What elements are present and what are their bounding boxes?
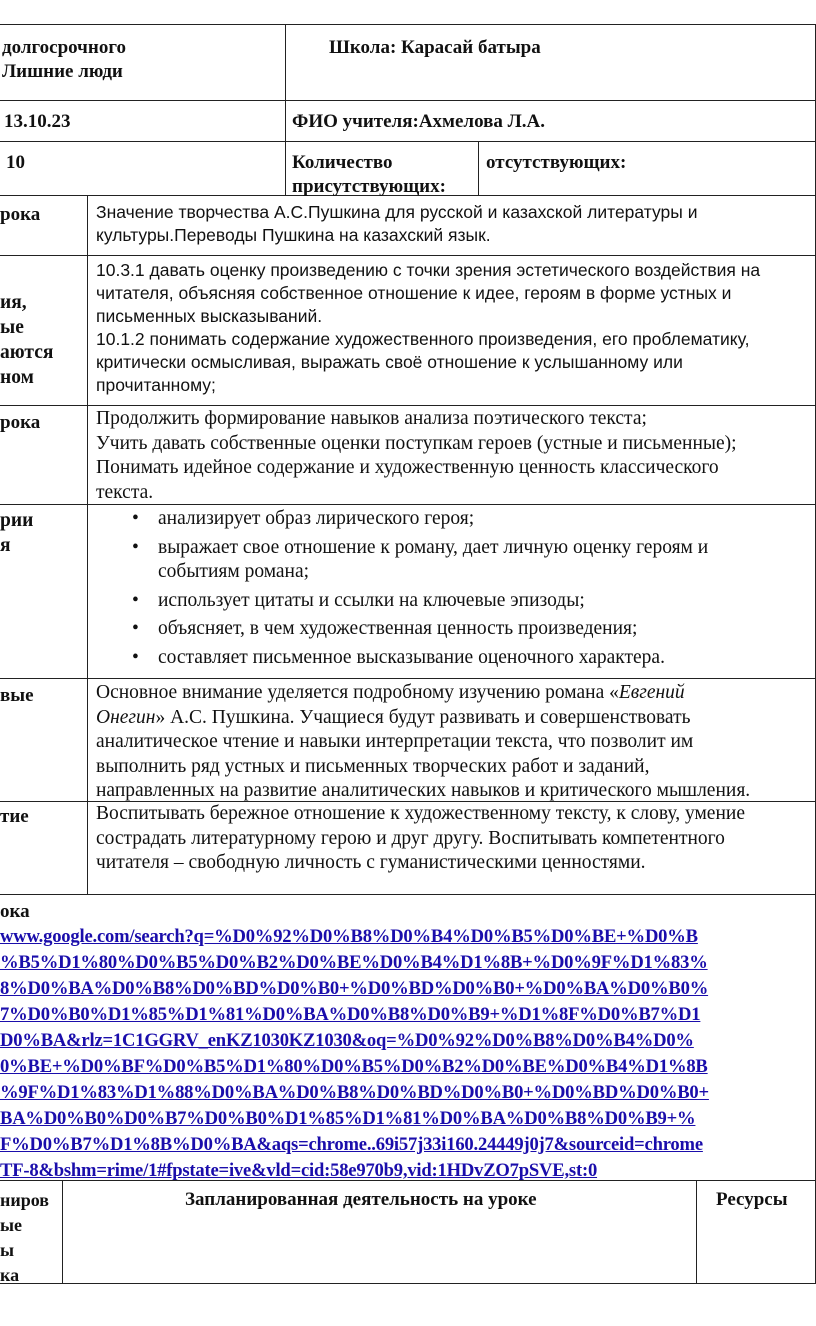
goal-line: Продолжить формирование навыков анализа поэтического текста; — [96, 408, 647, 429]
novel-title: Онегин — [96, 706, 156, 728]
planned-activity-header: Запланированная деятельность на уроке — [185, 1189, 537, 1210]
objectives-label-line: аются — [0, 342, 54, 363]
link-line[interactable]: 0%BE+%D0%BF%D0%B5%D1%80%D0%B5%D0%B2%D0%BE%D0%B4%D1%8B — [0, 1056, 708, 1077]
present-label-line: Количество — [292, 152, 393, 173]
table-border — [478, 141, 479, 195]
table-border — [0, 255, 816, 256]
values-line: направленных на развитие аналитических навыков и критического мышления. — [96, 780, 751, 801]
table-border — [62, 1180, 63, 1283]
teacher-name: ФИО учителя:Ахмелова Л.А. — [292, 111, 545, 132]
upbringing-label: тие — [0, 806, 29, 827]
lesson-date: 13.10.23 — [4, 111, 71, 132]
topic-line: Значение творчества А.С.Пушкина для русской и казахской литературы и — [96, 202, 698, 222]
present-count-label — [292, 151, 446, 199]
topic-line: культуры.Переводы Пушкина на казахский язык. — [96, 225, 491, 245]
unit-label-line: долгосрочного — [2, 37, 127, 58]
goal-line: Понимать идейное содержание и художественную ценность классического — [96, 457, 719, 478]
table-border — [0, 678, 816, 679]
criteria-item — [96, 536, 811, 585]
values-text-segment: Основное внимание уделяется подробному изучению романа « — [96, 682, 619, 703]
link-line[interactable]: TF-8&bshm=rime/1#fpstate=ive&vld=cid:58e970b9,vid:1HDvZO7pSVE,st:0 — [0, 1160, 598, 1181]
criteria-item-line: составляет письменное высказывание оценочного характера. — [158, 646, 665, 668]
plan-stage-header — [0, 1188, 49, 1288]
values-label: вые — [0, 685, 34, 706]
criteria-item — [96, 589, 811, 614]
bullet-icon: • — [132, 589, 139, 611]
assessment-criteria — [96, 507, 811, 670]
criteria-item-line: анализирует образ лирического героя; — [158, 508, 475, 529]
resources-header: Ресурсы — [716, 1189, 788, 1210]
criteria-label-line: я — [0, 534, 11, 556]
link-line[interactable]: D0%BA&rlz=1C1GGRV_enKZ1030KZ1030&oq=%D0%92%D0%B8%D0%B4%D0% — [0, 1030, 694, 1051]
topic-label: рока — [0, 204, 41, 225]
link-line[interactable]: BA%D0%B0%D0%B7%D0%B0%D1%85%D1%81%D0%BA%D0%B8%D0%B9+% — [0, 1108, 696, 1129]
goal-line: текста. — [96, 481, 154, 503]
table-border — [87, 195, 88, 894]
unit-label-line: Лишние люди — [2, 61, 123, 82]
objective-line: прочитанному; — [96, 375, 216, 395]
upbringing-line: сострадать литературному герою и друг другу. Воспитывать компетентного — [96, 827, 725, 849]
table-border — [0, 141, 816, 142]
criteria-label-line: рии — [0, 510, 34, 531]
table-border — [0, 894, 816, 895]
bullet-icon: • — [132, 508, 139, 529]
objectives-label — [0, 290, 53, 390]
learning-objectives — [96, 259, 760, 397]
resource-link[interactable] — [0, 924, 709, 1184]
table-border — [0, 24, 816, 25]
link-line[interactable]: %9F%D1%83%D1%88%D0%BA%D0%B8%D0%BD%D0%B0+%D0%BD%D0%B0+ — [0, 1082, 709, 1103]
link-line[interactable]: 7%D0%B0%D1%85%D1%81%D0%BA%D0%B8%D0%B9+%D1%8F%D0%B7%D1 — [0, 1004, 701, 1025]
link-line[interactable]: F%D0%B7%D1%8B%D0%BA&aqs=chrome..69i57j33i160.24449j0j7&sourceid=chrome — [0, 1134, 703, 1155]
plan-stage-header-line: ые — [0, 1215, 23, 1235]
bullet-icon: • — [132, 536, 139, 558]
criteria-item-line: событиям романа; — [158, 561, 310, 582]
table-border — [0, 405, 816, 406]
objectives-label-line: ном — [0, 367, 34, 388]
upbringing-text — [96, 802, 807, 876]
criteria-item — [96, 507, 811, 532]
upbringing-line: Воспитывать бережное отношение к художественному тексту, к слову, умение — [96, 803, 745, 824]
objective-line: читателя, объясняя собственное отношение к идее, героям в форме устных и — [96, 283, 732, 303]
lesson-goals — [96, 407, 737, 505]
link-line[interactable]: %B5%D1%80%D0%B5%D0%B2%D0%BE%D0%B4%D1%8B+%D0%9F%D1%83% — [0, 952, 708, 973]
values-text-segment: » А.С. Пушкина. Учащиеся будут развивать и совершенствовать — [155, 706, 691, 728]
link-line[interactable]: 8%D0%BA%D0%B8%D0%BD%D0%B0+%D0%BD%D0%B0+%D0%BA%D0%B0% — [0, 978, 709, 999]
objectives-label-line: ия, — [0, 292, 27, 313]
criteria-item-line: объясняет, в чем художественная ценность произведения; — [158, 618, 638, 639]
present-label-line: присутствующих: — [292, 176, 446, 197]
table-border — [0, 1283, 816, 1284]
upbringing-line: читателя – свободную личность с гуманистическими ценностями. — [96, 852, 646, 873]
objectives-label-line: ые — [0, 317, 24, 338]
novel-title: Евгений — [618, 682, 685, 703]
table-border — [696, 1180, 697, 1283]
plan-stage-header-line: ниров — [0, 1190, 50, 1210]
objective-line: критически осмысливая, выражать своё отношение к услышанному или — [96, 352, 683, 372]
table-border — [285, 24, 286, 195]
resource-link-label: ока — [0, 901, 30, 922]
objective-line: письменных высказываний. — [96, 306, 323, 326]
values-line — [96, 681, 750, 706]
goals-label: рока — [0, 412, 41, 433]
topic-text — [96, 201, 697, 247]
criteria-label — [0, 509, 33, 558]
criteria-item-line: выражает свое отношение к роману, дает личную оценку героям и — [158, 536, 709, 558]
criteria-item-line: использует цитаты и ссылки на ключевые эпизоды; — [158, 589, 585, 611]
objective-line: 10.3.1 давать оценку произведению с точки зрения эстетического воздействия на — [96, 260, 761, 280]
bullet-icon: • — [132, 618, 139, 639]
plan-stage-header-line: ка — [0, 1265, 20, 1285]
link-line[interactable]: www.google.com/search?q=%D0%92%D0%B8%D0%B4%D0%B5%D0%BE+%D0%B — [0, 926, 698, 947]
goal-line: Учить давать собственные оценки поступкам героев (устные и письменные); — [96, 432, 737, 454]
bullet-icon: • — [132, 646, 139, 668]
values-text — [96, 681, 750, 804]
values-line — [96, 706, 750, 731]
objective-line: 10.1.2 понимать содержание художественного произведения, его проблематику, — [96, 329, 750, 349]
unit-label — [2, 36, 126, 84]
absent-count-label: отсутствующих: — [486, 152, 627, 173]
plan-stage-header-line: ы — [0, 1240, 15, 1260]
criteria-item — [96, 617, 811, 642]
criteria-item — [96, 646, 811, 671]
values-line: выполнить ряд устных и письменных творческих работ и заданий, — [96, 755, 650, 777]
values-line: аналитическое чтение и навыки интерпретации текста, что позволит им — [96, 731, 694, 752]
table-border — [0, 100, 816, 101]
grade: 10 — [6, 152, 25, 173]
school-name: Школа: Карасай батыра — [329, 37, 541, 58]
